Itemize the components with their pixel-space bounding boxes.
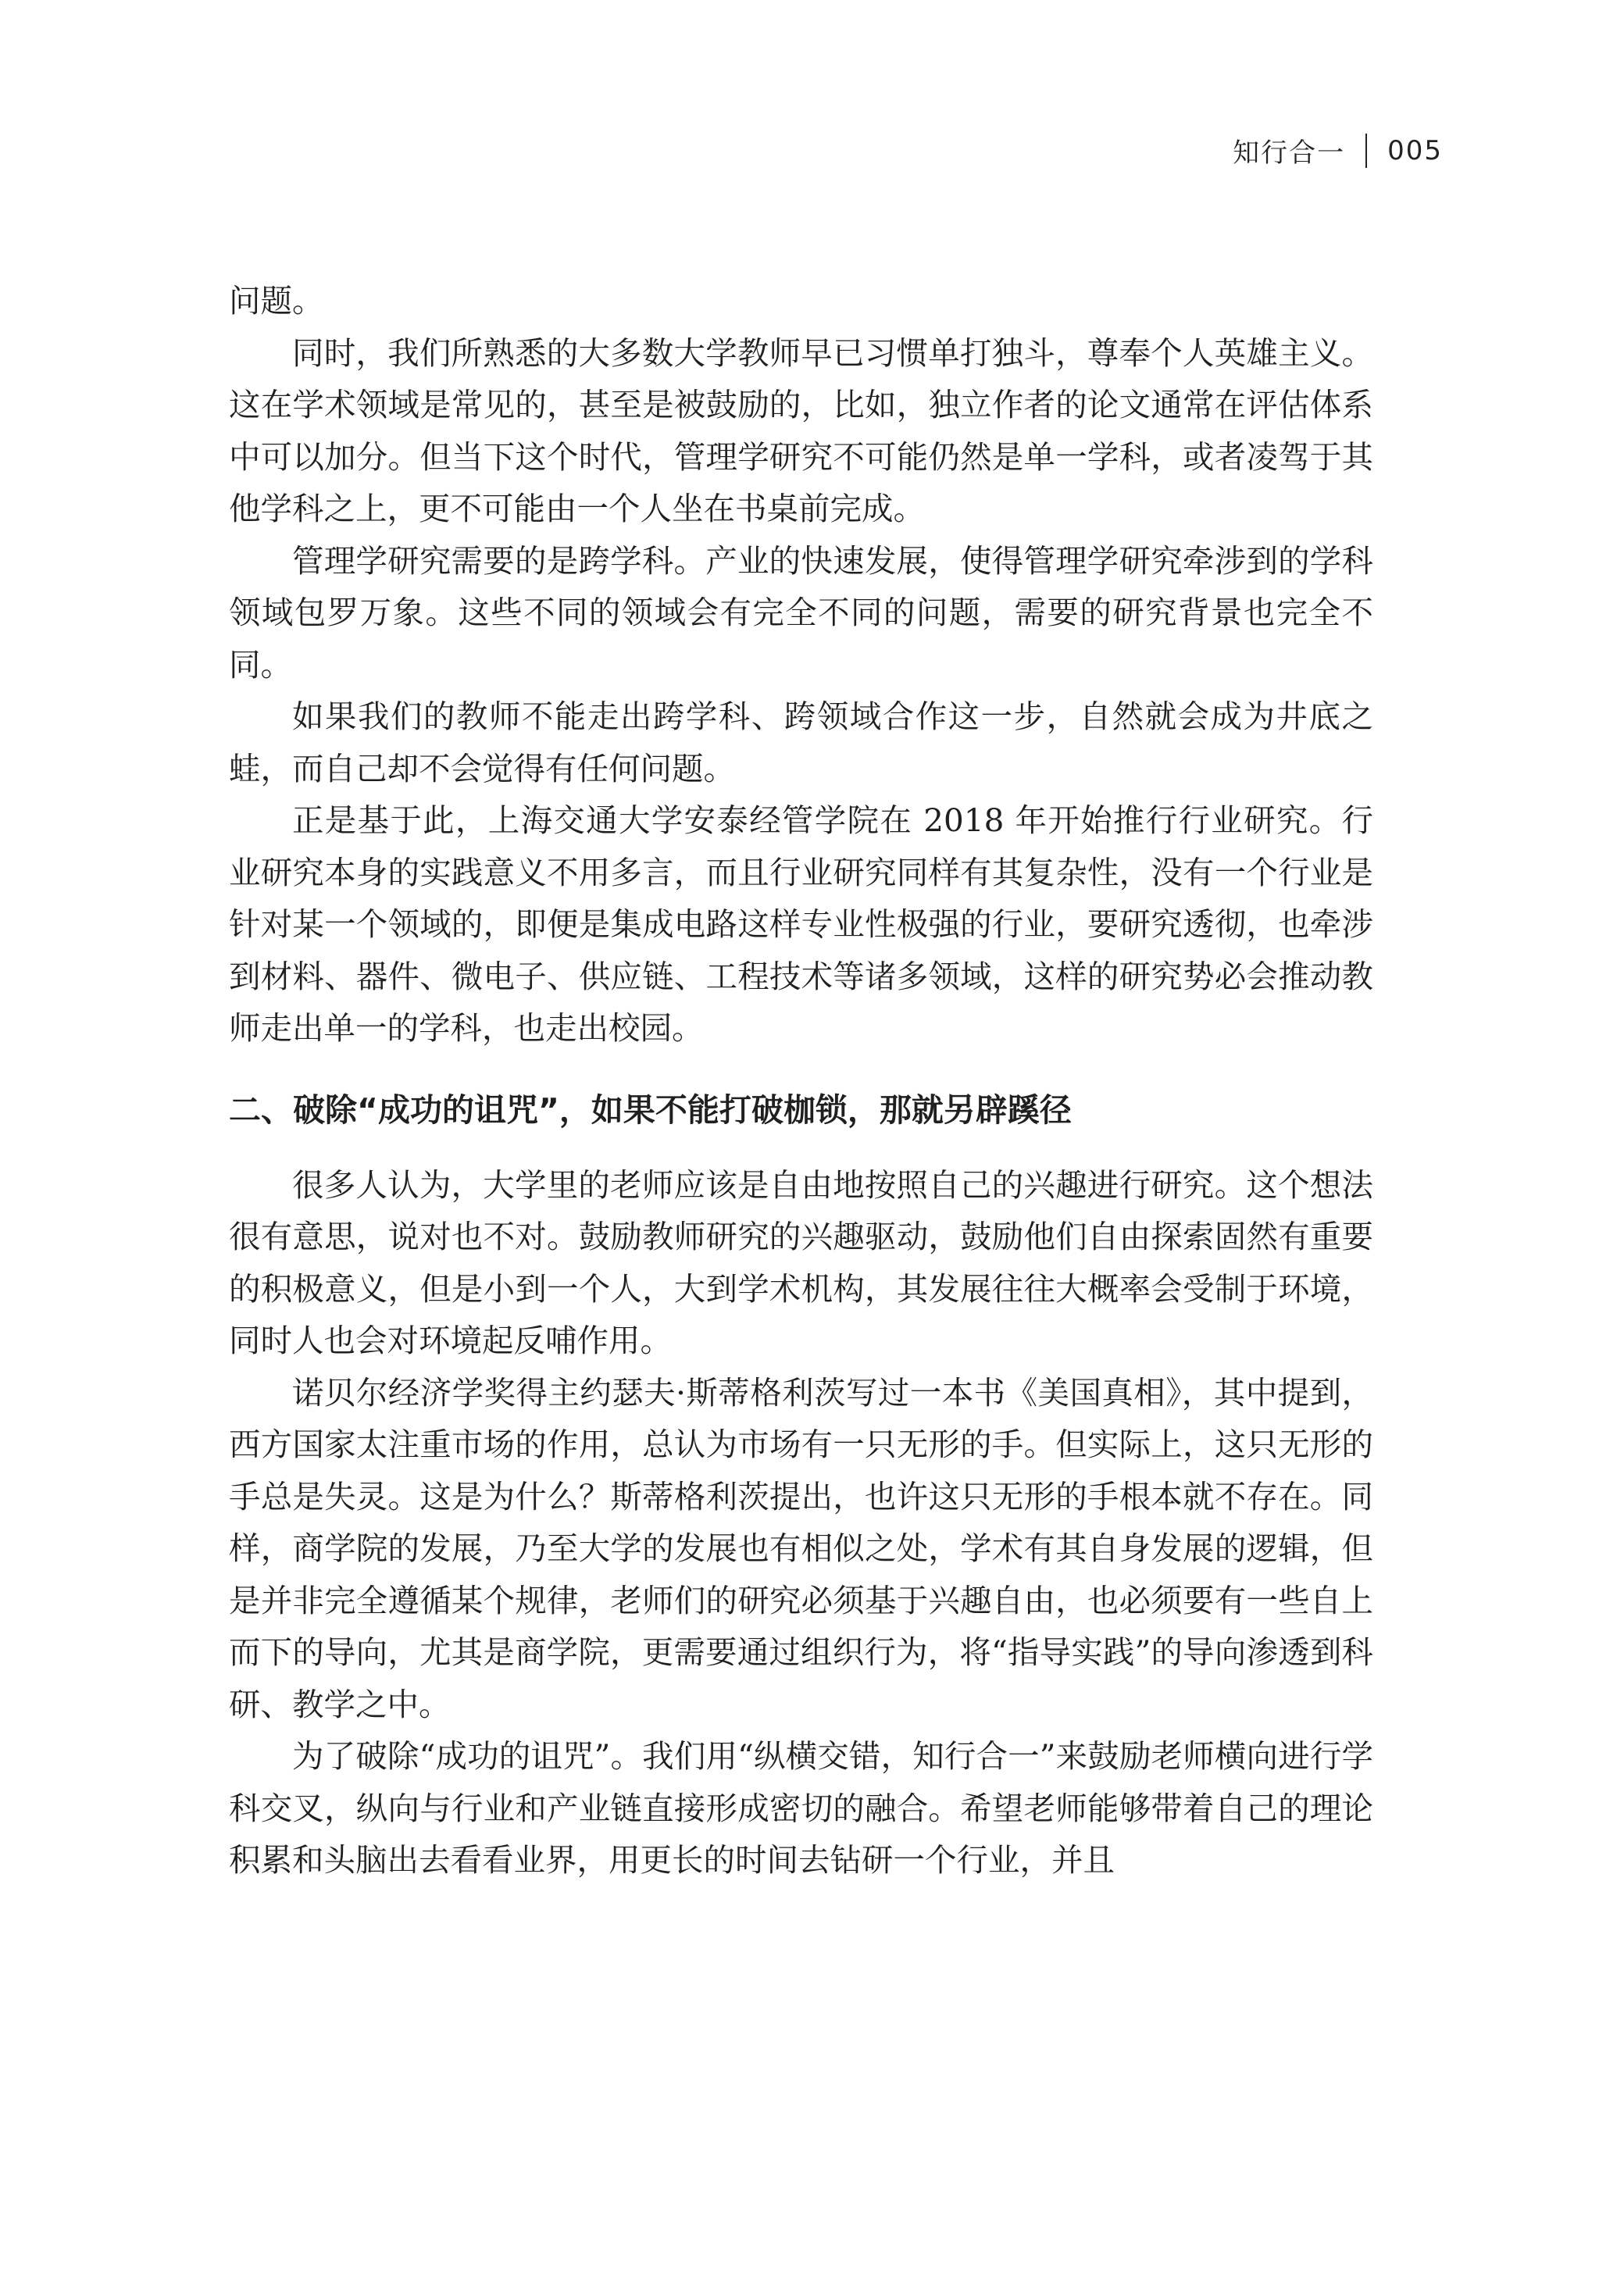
section-heading: 二、破除“成功的诅咒”，如果不能打破枷锁，那就另辟蹊径 <box>229 1090 1072 1129</box>
paragraph: 如果我们的教师不能走出跨学科、跨领域合作这一步，自然就会成为井底之蛙，而自己却不会觉得有任何问题。 <box>229 698 1373 787</box>
paragraph: 管理学研究需要的是跨学科。产业的快速发展，使得管理学研究牵涉到的学科领域包罗万象。这些不同的领域会有完全不同的问题，需要的研究背景也完全不同。 <box>229 541 1373 683</box>
header-title: 知行合一 <box>1233 137 1346 169</box>
paragraph-continued: 问题。 <box>229 282 324 319</box>
page-body <box>229 275 1373 1886</box>
header-divider <box>1365 134 1367 168</box>
paragraph: 同时，我们所熟悉的大多数大学教师早已习惯单打独斗，尊奉个人英雄主义。这在学术领域是常见的，甚至是被鼓励的，比如，独立作者的论文通常在评估体系中可以加分。但当下这个时代，管理学研究不可能仍然是单一学科，或者凌驾于其他学科之上，更不可能由一个人坐在书桌前完成。 <box>229 334 1373 527</box>
page-number: 005 <box>1387 134 1443 166</box>
running-header <box>1233 131 1443 170</box>
paragraph: 为了破除“成功的诅咒”。我们用“纵横交错，知行合一”来鼓励老师横向进行学科交叉，纵向与行业和产业链直接形成密切的融合。希望老师能够带着自己的理论积累和头脑出去看看业界，用更长的时间去钻研一个行业，并且 <box>229 1737 1373 1879</box>
paragraph: 诺贝尔经济学奖得主约瑟夫·斯蒂格利茨写过一本书《美国真相》，其中提到，西方国家太注重市场的作用，总认为市场有一只无形的手。但实际上，这只无形的手总是失灵。这是为什么？斯蒂格利茨提出，也许这只无形的手根本就不存在。同样，商学院的发展，乃至大学的发展也有相似之处，学术有其自身发展的逻辑，但是并非完全遵循某个规律，老师们的研究必须基于兴趣自由，也必须要有一些自上而下的导向，尤其是商学院，更需要通过组织行为，将“指导实践”的导向渗透到科研、教学之中。 <box>229 1373 1373 1723</box>
paragraph: 很多人认为，大学里的老师应该是自由地按照自己的兴趣进行研究。这个想法很有意思，说对也不对。鼓励教师研究的兴趣驱动，鼓励他们自由探索固然有重要的积极意义，但是小到一个人，大到学术机构，其发展往往大概率会受制于环境，同时人也会对环境起反哺作用。 <box>229 1165 1373 1359</box>
paragraph: 正是基于此，上海交通大学安泰经管学院在 2018 年开始推行行业研究。行业研究本身的实践意义不用多言，而且行业研究同样有其复杂性，没有一个行业是针对某一个领域的，即便是集成电路这样专业性极强的行业，要研究透彻，也牵涉到材料、器件、微电子、供应链、工程技术等诸多领域，这样的研究势必会推动教师走出单一的学科，也走出校园。 <box>229 801 1373 1047</box>
